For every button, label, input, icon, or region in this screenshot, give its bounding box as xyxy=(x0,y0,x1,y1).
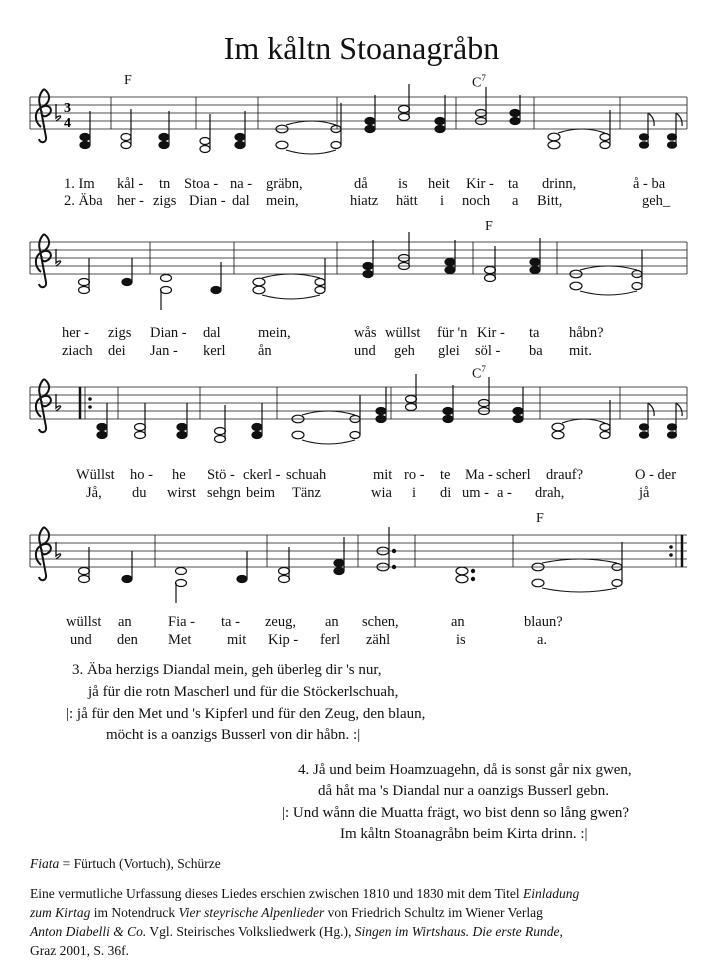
syllable: tn xyxy=(159,176,171,192)
song-title: Im kåltn Stoanagråbn xyxy=(223,30,500,66)
syllable: di xyxy=(440,485,452,501)
syllable: wirst xyxy=(167,485,196,501)
syllable: dal xyxy=(203,325,221,341)
syllable: wüllst xyxy=(385,325,421,341)
syllable: mit xyxy=(373,467,393,483)
syllable: geh_ xyxy=(642,193,671,209)
syllable: sehgn xyxy=(207,485,241,501)
syllable: um - xyxy=(462,485,489,501)
glossary-term: Fiata xyxy=(30,856,60,871)
syllable: wia xyxy=(371,485,392,501)
syllable: i xyxy=(440,193,445,209)
syllable: ferl xyxy=(320,632,341,648)
verse-line: |: Und wånn die Muatta frägt, wo bist denn so lång gwen? xyxy=(282,805,630,821)
verse-line: jå für die rotn Mascherl und für die Stöckerlschuah, xyxy=(88,684,399,700)
notes-system-4 xyxy=(79,527,623,603)
syllable: i xyxy=(412,485,417,501)
syllable: ho - xyxy=(130,467,153,483)
syllable: a xyxy=(512,193,519,209)
notes-system-2 xyxy=(79,232,643,310)
syllable: dei xyxy=(108,343,126,359)
footnote-text: von Friedrich Schultz im Wiener Verlag xyxy=(324,905,543,920)
chord-f: F xyxy=(485,219,493,234)
syllable: Stoa - xyxy=(184,176,219,192)
syllable: geh xyxy=(394,343,415,359)
verse-line: 4. Jå und beim Hoamzuagehn, då is sonst går nix gwen, xyxy=(298,762,632,778)
syllable: an xyxy=(451,614,465,630)
verse-line: 3. Äba herzigs Diandal mein, geh überleg dir 's nur, xyxy=(72,662,382,678)
footnote-italic: Vier steyrische Alpenlieder xyxy=(178,905,325,920)
syllable: Bitt, xyxy=(537,193,563,209)
footnote-italic: Anton Diabelli & Co. xyxy=(30,924,147,939)
syllable: O - der xyxy=(635,467,677,483)
syllable: glei xyxy=(438,343,460,359)
footnote-text: , xyxy=(559,924,563,939)
verse-line: möcht is a oanzigs Busserl von dir håbn. :| xyxy=(106,727,361,743)
syllable: für 'n xyxy=(437,325,468,341)
syllable: blaun? xyxy=(524,614,563,630)
syllable: Wüllst xyxy=(76,467,115,483)
chord-c7: $C^7$ xyxy=(472,73,486,91)
syllable: wüllst xyxy=(66,614,102,630)
syllable: an xyxy=(118,614,132,630)
notes-system-3 xyxy=(97,374,682,444)
syllable: Kir - xyxy=(477,325,505,341)
footnote-text: Eine vermutliche Urfassung dieses Liedes erschien zwischen 1810 und 1830 mit dem Titel xyxy=(30,886,524,901)
syllable: Fia - xyxy=(168,614,195,630)
syllable: ta xyxy=(508,176,519,192)
svg-text:4: 4 xyxy=(64,116,71,131)
syllable: a. xyxy=(537,632,548,648)
syllable: schen, xyxy=(362,614,399,630)
syllable: ro - xyxy=(404,467,425,483)
syllable: den xyxy=(117,632,138,648)
syllable: zeug, xyxy=(265,614,296,630)
syllable: drinn, xyxy=(542,176,577,192)
footnote-text: Vgl. Steirisches Volksliedwerk (Hg.), xyxy=(146,924,355,939)
footnote-text: im Notendruck xyxy=(90,905,179,920)
verse-line: |: jå für den Met und 's Kipferl und für den Zeug, den blaun, xyxy=(66,706,426,722)
glossary-definition: = Fürtuch (Vortuch), Schürze xyxy=(59,856,221,871)
syllable: mit. xyxy=(569,343,592,359)
syllable: he xyxy=(172,467,186,483)
syllable: Ma - xyxy=(465,467,493,483)
syllable: å - ba xyxy=(633,176,666,192)
syllable: is xyxy=(398,176,408,192)
chord-f: F xyxy=(536,511,544,526)
verse-line: då håt ma 's Diandal nur a oanzigs Busserl gebn. xyxy=(318,783,609,799)
chord-c7: $C^7$ xyxy=(472,364,486,382)
syllable: kål - xyxy=(117,176,144,192)
syllable: te xyxy=(440,467,451,483)
syllable: wås xyxy=(354,325,377,341)
syllable: beim xyxy=(246,485,275,501)
syllable: noch xyxy=(462,193,491,209)
syllable: du xyxy=(132,485,147,501)
syllable: ba xyxy=(529,343,543,359)
staff-system-1 xyxy=(30,97,687,129)
syllable: hätt xyxy=(396,193,418,209)
footnote-italic: zum Kirtag xyxy=(30,905,91,920)
syllable: mein, xyxy=(266,193,299,209)
syllable: 2. Äba xyxy=(64,193,103,209)
syllable: is xyxy=(456,632,466,648)
syllable: und xyxy=(70,632,92,648)
syllable: ta - xyxy=(221,614,240,630)
syllable: gräbn, xyxy=(266,176,303,192)
syllable: Dian - xyxy=(150,325,187,341)
notes-system-1 xyxy=(80,84,682,154)
syllable: kerl xyxy=(203,343,226,359)
syllable: heit xyxy=(428,176,450,192)
syllable: söl - xyxy=(475,343,501,359)
syllable: dal xyxy=(232,193,250,209)
syllable: her - xyxy=(62,325,89,341)
syllable: mein, xyxy=(258,325,291,341)
syllable: und xyxy=(354,343,376,359)
syllable: her - xyxy=(117,193,144,209)
syllable: mit xyxy=(227,632,247,648)
syllable: Jan - xyxy=(150,343,178,359)
syllable: zigs xyxy=(153,193,177,209)
syllable: Kir - xyxy=(466,176,494,192)
syllable: a - xyxy=(497,485,512,501)
syllable: Tänz xyxy=(292,485,321,501)
chord-f: F xyxy=(124,73,132,88)
syllable: ckerl - xyxy=(243,467,281,483)
syllable: drauf? xyxy=(546,467,584,483)
syllable: Jå, xyxy=(86,485,102,501)
syllable: hiatz xyxy=(350,193,379,209)
staff-system-2 xyxy=(30,242,687,274)
verse-line: Im kåltn Stoanagråbn beim Kirta drinn. :| xyxy=(340,826,588,842)
syllable: Kip - xyxy=(268,632,299,648)
syllable: schuah xyxy=(286,467,327,483)
syllable: jå xyxy=(639,485,650,501)
syllable: scherl xyxy=(496,467,531,483)
syllable: ta xyxy=(529,325,540,341)
staff-system-4 xyxy=(30,535,687,567)
footnote-text: Graz 2001, S. 36f. xyxy=(30,943,129,958)
syllable: håbn? xyxy=(569,325,604,341)
syllable: drah, xyxy=(535,485,565,501)
syllable: 1. Im xyxy=(64,176,95,192)
syllable: zigs xyxy=(108,325,132,341)
syllable: då xyxy=(354,176,368,192)
glossary-note xyxy=(30,856,221,872)
syllable: ån xyxy=(258,343,272,359)
footnote-italic: Singen im Wirtshaus. Die erste Runde xyxy=(354,924,560,939)
staff-system-3 xyxy=(30,387,687,419)
svg-text:3: 3 xyxy=(64,101,71,116)
syllable: Stö - xyxy=(207,467,235,483)
syllable: ziach xyxy=(62,343,93,359)
syllable: Dian - xyxy=(189,193,226,209)
syllable: Met xyxy=(168,632,192,648)
syllable: na - xyxy=(230,176,253,192)
syllable: an xyxy=(325,614,339,630)
syllable: zähl xyxy=(366,632,391,648)
footnote-italic: Einladung xyxy=(523,886,580,901)
